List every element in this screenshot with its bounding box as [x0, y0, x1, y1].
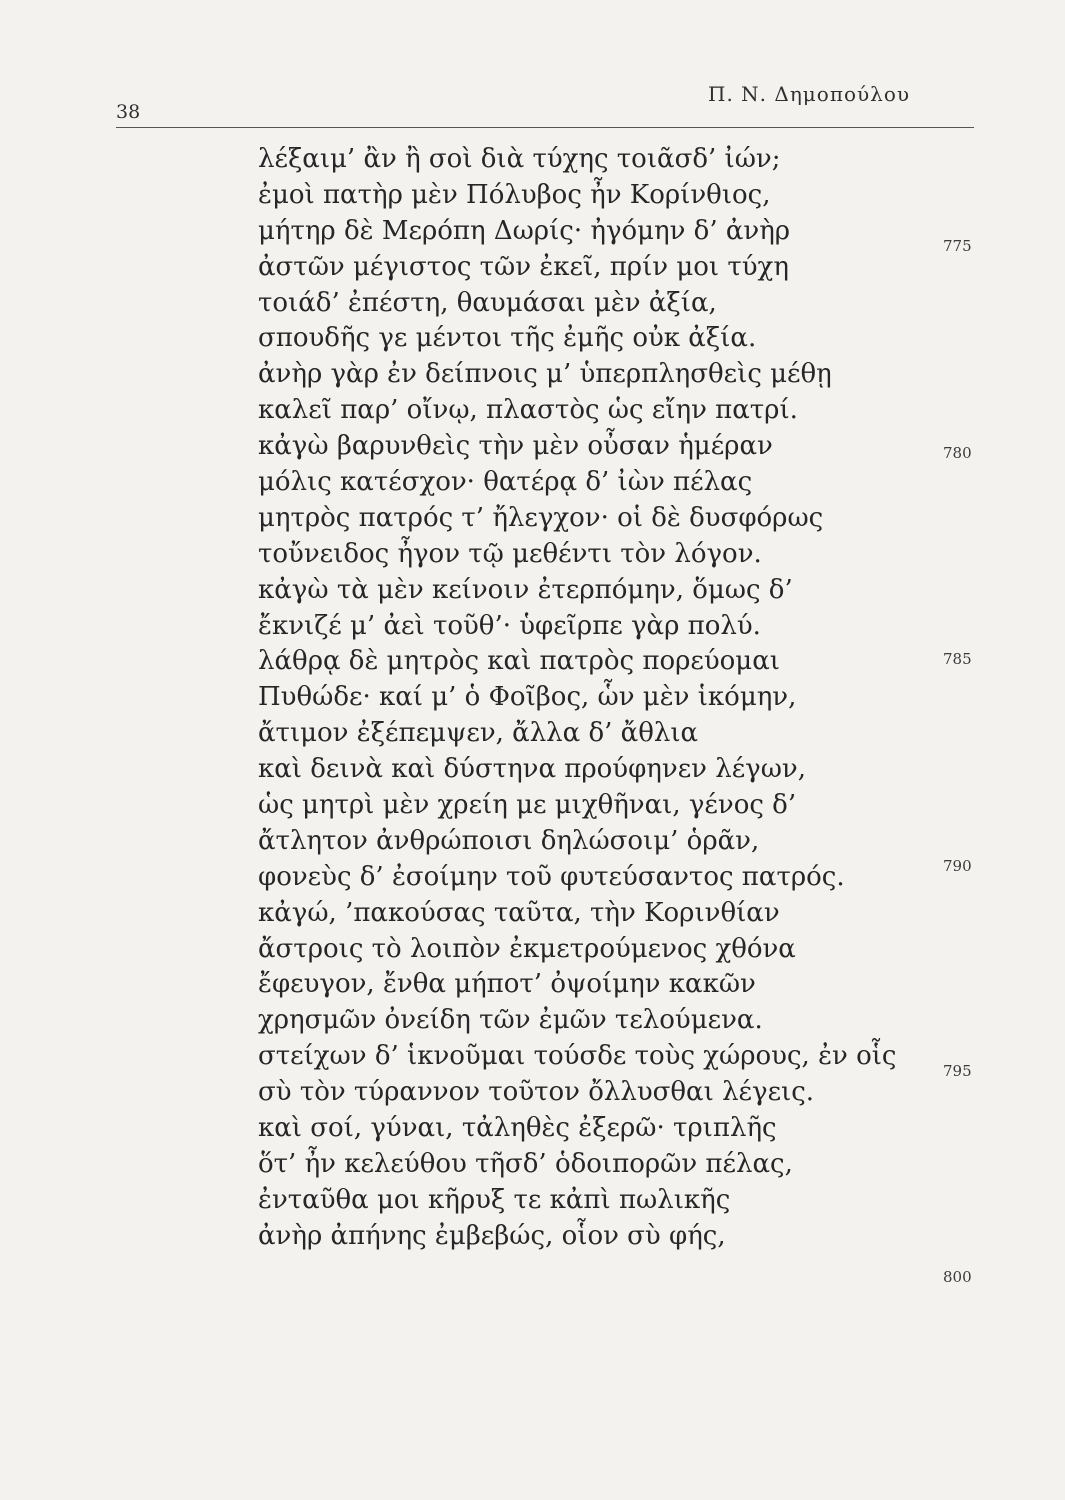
verse-line: ὡς μητρὶ μὲν χρείη με μιχθῆναι, γένος δ’	[258, 790, 797, 821]
verse-line: φονεὺς δ’ ἐσοίμην τοῦ φυτεύσαντος πατρός.	[258, 861, 845, 892]
verse-line: κἀγὼ βαρυνθεὶς τὴν μὲν οὖσαν ἡμέραν	[258, 431, 773, 462]
page-number: 38	[116, 101, 141, 123]
line-number-775: 775	[943, 237, 972, 255]
verse-line: τοὔνειδος ἦγον τῷ μεθέντι τὸν λόγον.	[258, 538, 762, 569]
verse-line: ἐνταῦθα μοι κῆρυξ τε κἀπὶ πωλικῆς	[258, 1184, 731, 1215]
verse-line: μητρὸς πατρός τ’ ἤλεγχον· οἱ δὲ δυσφόρως	[258, 502, 824, 533]
verse-line: ἀστῶν μέγιστος τῶν ἐκεῖ, πρίν μοι τύχη	[258, 251, 789, 282]
verse-line: κἀγώ, ’πακούσας ταῦτα, τὴν Κορινθίαν	[258, 897, 780, 928]
line-number-800: 800	[943, 1268, 972, 1286]
line-number-790: 790	[943, 857, 972, 875]
verse-block	[258, 142, 897, 1255]
verse-line: τοιάδ’ ἐπέστη, θαυμάσαι μὲν ἀξία,	[258, 287, 717, 318]
running-header: Π. Ν. Δημοπούλου	[708, 82, 911, 106]
verse-line: ἐμοὶ πατὴρ μὲν Πόλυβος ἦν Κορίνθιος,	[258, 179, 771, 210]
verse-line: ἀνὴρ ἀπήνης ἐμβεβώς, οἷον σὺ φής,	[258, 1220, 726, 1251]
verse-line: λάθρᾳ δὲ μητρὸς καὶ πατρὸς πορεύομαι	[258, 646, 780, 677]
verse-line: καλεῖ παρ’ οἴνῳ, πλαστὸς ὡς εἴην πατρί.	[258, 395, 798, 426]
verse-line: σπουδῆς γε μέντοι τῆς ἐμῆς οὐκ ἀξία.	[258, 323, 757, 354]
line-number-795: 795	[943, 1062, 972, 1080]
verse-line: καὶ σοί, γύναι, τἀληθὲς ἐξερῶ· τριπλῆς	[258, 1113, 777, 1144]
header-rule	[116, 127, 974, 128]
line-number-780: 780	[943, 444, 972, 462]
verse-line: χρησμῶν ὀνείδη τῶν ἐμῶν τελούμενα.	[258, 1005, 763, 1036]
verse-line: ἔφευγον, ἔνθα μήποτ’ ὀψοίμην κακῶν	[258, 969, 756, 1000]
verse-line: ἔκνιζέ μ’ ἀεὶ τοῦθ’· ὑφεῖρπε γὰρ πολύ.	[258, 610, 761, 641]
verse-line: μόλις κατέσχον· θατέρᾳ δ’ ἰὼν πέλας	[258, 467, 753, 498]
verse-line: ἄστροις τὸ λοιπὸν ἐκμετρούμενος χθόνα	[258, 933, 796, 964]
line-number-785: 785	[943, 650, 972, 668]
verse-line: Πυθώδε· καί μ’ ὁ Φοῖβος, ὧν μὲν ἱκόμην,	[258, 682, 797, 713]
verse-line: ἄτλητον ἀνθρώποισι δηλώσοιμ’ ὁρᾶν,	[258, 825, 760, 856]
verse-line: ἀνὴρ γὰρ ἐν δείπνοις μ’ ὑπερπλησθεὶς μέθῃ	[258, 359, 832, 390]
verse-line: ὅτ’ ἦν κελεύθου τῆσδ’ ὁδοιπορῶν πέλας,	[258, 1148, 793, 1179]
verse-line: κἀγὼ τὰ μὲν κείνοιν ἐτερπόμην, ὅμως δ’	[258, 574, 793, 605]
verse-line: ἄτιμον ἐξέπεμψεν, ἄλλα δ’ ἄθλια	[258, 718, 699, 749]
verse-line: σὺ τὸν τύραννον τοῦτον ὄλλυσθαι λέγεις.	[258, 1077, 815, 1108]
verse-line: μήτηρ δὲ Μερόπη Δωρίς· ἠγόμην δ’ ἀνὴρ	[258, 215, 791, 246]
verse-line: λέξαιμ’ ἂν ἢ σοὶ διὰ τύχης τοιᾶσδ’ ἰών;	[258, 144, 781, 174]
verse-line: καὶ δεινὰ καὶ δύστηνα προύφηνεν λέγων,	[258, 754, 806, 785]
verse-line: στείχων δ’ ἱκνοῦμαι τούσδε τοὺς χώρους, ἐν οἷς	[258, 1041, 897, 1072]
